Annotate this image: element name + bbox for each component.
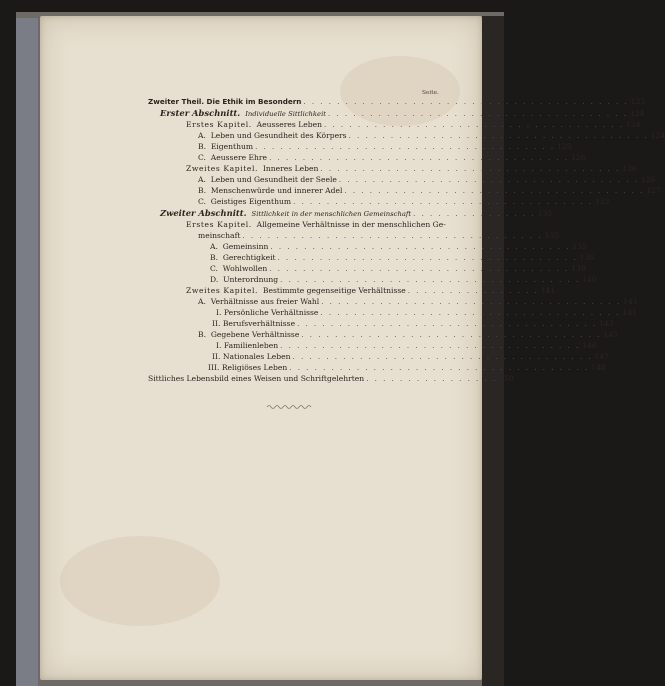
leader-dots: . . . . . . . . . . . . . . . . (366, 375, 498, 383)
item-title: Berufsverhältnisse (222, 319, 296, 328)
page-number: 146 (582, 341, 597, 350)
item-title: Menschenwürde und innerer Adel (210, 186, 343, 195)
section-subtitle: Individuelle Sittlichkeit (245, 110, 326, 118)
leader-dots: . . . . . . . . . . . . . . . . . . . . . . . . . . . . . . . . . . . . (301, 331, 602, 339)
section-label: Erster Abschnitt. (160, 108, 241, 118)
item-title: Unterordnung (223, 275, 279, 284)
leader-dots: . . . . . . . . . . . . . . . . . . . . . . . . . . . . . . . . . . . . (277, 254, 578, 262)
chapter-title: Inneres Leben (262, 164, 319, 173)
page-number: 150 (499, 374, 514, 383)
page-number: 126 (571, 153, 586, 162)
leader-dots: . . . . . . . . . . . . . . . . . . . . . . . . . . . . . . . . . . . . (320, 165, 621, 173)
toc-entry-chapter-cont (198, 230, 559, 241)
page-number: 132 (595, 197, 610, 206)
item-title: Persönliche Verhältnisse (223, 308, 319, 317)
leader-dots: . . . . . . . . . . . . . . . . . . . . . . . . . . . . . . . . . . . . (242, 232, 543, 240)
leader-dots: . . . . . . . . . . . . . . . (413, 210, 536, 218)
item-number: III. (208, 363, 220, 372)
leader-dots: . . . . . . . . . . . . . . . . . . . . . . . . . . . . . . . . . . . . (269, 265, 570, 273)
page-number: 143 (599, 319, 614, 328)
item-number: C. (198, 197, 206, 206)
leader-dots: . . . . . . . . . . . . . . . . . . . . . . . . . . . . . . . . . . . . (280, 276, 581, 284)
page-number: 124 (629, 109, 645, 118)
toc-entry-item (198, 174, 656, 185)
leader-dots: . . . . . . . . . . . . . . . . . . . . . . . . . . . . . . . . . . . . (289, 364, 590, 372)
item-number: B. (198, 330, 206, 339)
toc-entry-subitem (208, 362, 606, 373)
toc-entry-subitem (216, 307, 637, 318)
chapter-title: Aeusseres Leben (256, 120, 323, 129)
toc-entry-item (198, 141, 572, 152)
page-number: 135 (572, 242, 587, 251)
page-number: 126 (640, 175, 656, 184)
toc-entry-chapter (186, 285, 556, 296)
toc-entry-item (198, 296, 638, 307)
item-number: II. (212, 319, 221, 328)
item-title: Aeussere Ehre (210, 153, 268, 162)
toc-entry-part (148, 96, 646, 107)
leader-dots: . . . . . . . . . . . . . . . . . . . . . . . . . . . . . . . . . . . . (270, 243, 571, 251)
toc-entry-item (210, 241, 587, 252)
toc-entry-subitem (212, 318, 614, 329)
toc-entry-section (160, 108, 645, 119)
item-title: Verhältnisse aus freier Wahl (210, 297, 320, 306)
page-number: 127 (646, 186, 661, 195)
leader-dots: . . . . . . . . . . . . . . . . . . . . . . . . . . . . . . . . . . . . (348, 132, 649, 140)
page-number: 145 (603, 330, 618, 339)
page-number: 141 (540, 286, 556, 295)
item-number: A. (198, 297, 206, 306)
item-title: Familienleben (223, 341, 279, 350)
chapter-title: Bestimmte gegenseitige Verhältnisse (262, 286, 406, 295)
item-number: II. (212, 352, 221, 361)
wavy-ornament-divider (267, 404, 313, 410)
leader-dots: . . . . . . . . . . . . . . . . . . . . . . . . . . . . . . . . . . . . (297, 320, 598, 328)
page-number: 126 (622, 164, 637, 173)
table-of-contents (40, 16, 665, 680)
chapter-label: Erstes Kapitel. (186, 120, 252, 129)
item-number: C. (198, 153, 206, 162)
page-number: 148 (591, 363, 606, 372)
item-title: Gerechtigkeit (222, 253, 276, 262)
item-title: Leben und Gesundheit des Körpers (210, 131, 347, 140)
item-title: Gemeinsinn (222, 242, 269, 251)
book-spine-edge (16, 18, 38, 686)
seite-column-header: Seite. (422, 90, 439, 96)
item-number: I. (216, 341, 222, 350)
toc-entry-chapter (186, 163, 637, 174)
leader-dots: . . . . . . . . . . . . . . . . . . . . . . . . . . . . . . . . . . . . (338, 176, 639, 184)
item-number: B. (198, 142, 206, 151)
page-number: 135 (544, 231, 559, 240)
page-number: 125 (557, 142, 572, 151)
section-label: Zweiter Abschnitt. (160, 208, 247, 218)
item-number: B. (210, 253, 218, 262)
item-title: Religiöses Leben (221, 363, 288, 372)
toc-entry-subitem (216, 340, 597, 351)
leader-dots: . . . . . . . . . . . . . . . . (407, 287, 539, 295)
toc-entry-item (210, 274, 597, 285)
item-title: Geistiges Eigenthum (210, 197, 292, 206)
toc-entry-subitem (212, 351, 609, 362)
leader-dots: . . . . . . . . . . . . . . . . . . . . . . . . . . . . . . . . . . . . (327, 110, 628, 118)
item-title: Eigenthum (210, 142, 254, 151)
book-page (40, 16, 665, 680)
item-number: B. (198, 186, 206, 195)
chapter-title: Allgemeine Verhältnisse in der menschlichen Ge- (256, 220, 446, 229)
part-title: Die Ethik im Besondern (206, 97, 302, 106)
toc-entry-closing (148, 373, 514, 384)
item-title: Leben und Gesundheit der Seele (210, 175, 337, 184)
page-number: 135 (537, 209, 553, 218)
item-number: A. (210, 242, 218, 251)
toc-entry-chapter (186, 119, 641, 130)
item-title: Wohlwollen (222, 264, 268, 273)
toc-entry-section (160, 208, 553, 219)
leader-dots: . . . . . . . . . . . . . . . . . . . . . . . . . . . . . . . . . . . . (293, 198, 594, 206)
toc-entry-chapter (186, 219, 456, 230)
toc-entry-item (198, 196, 610, 207)
toc-entry-item (198, 152, 586, 163)
leader-dots: . . . . . . . . . . . . . . . . . . . . . . . . . . . . . . . . . . . . (269, 154, 570, 162)
page-number: 138 (571, 264, 586, 273)
section-subtitle: Sittlichkeit in der menschlichen Gemeinschaft (251, 210, 412, 218)
leader-dots: . . . . . . . . . . . . . . . . . . . . . . . . . . . . . . . . . . . . (280, 342, 581, 350)
toc-entry-item (210, 263, 586, 274)
chapter-label: Zweites Kapitel. (186, 164, 259, 173)
leader-dots: . . . . . . . . . . . . . . . . . . . . . . . . . . . . . . . . . . . . (321, 298, 622, 306)
leader-dots: . . . . . . . . . . . . . . . . . . . . . . . . . . . . . . . . . . . . . . . (303, 98, 629, 106)
closing-title: Sittliches Lebensbild eines Weisen und Schriftgelehrten (148, 374, 365, 383)
leader-dots: . . . . . . . . . . . . . . . . . . . . . . . . . . . . . . . . . . . . (324, 121, 624, 129)
leader-dots: . . . . . . . . . . . . . . . . . . . . . . . . . . . . . . . . . . . . (255, 143, 556, 151)
chapter-label: Zweites Kapitel. (186, 286, 259, 295)
page-number: 141 (622, 308, 637, 317)
leader-dots: . . . . . . . . . . . . . . . . . . . . . . . . . . . . . . . . . . . . (292, 353, 593, 361)
toc-entry-item (198, 130, 665, 141)
toc-entry-item (198, 329, 618, 340)
page-number: 147 (594, 352, 609, 361)
part-label: Zweiter Theil. (148, 97, 205, 106)
leader-dots: . . . . . . . . . . . . . . . . . . . . . . . . . . . . . . . . . . . . (344, 187, 645, 195)
page-number: 124 (626, 120, 641, 129)
item-number: I. (216, 308, 222, 317)
item-number: A. (198, 175, 206, 184)
page-number: 141 (623, 297, 638, 306)
page-number: 136 (579, 253, 595, 262)
chapter-title-continued: meinschaft (198, 231, 241, 240)
toc-entry-item (198, 185, 661, 196)
toc-entry-item (210, 252, 595, 263)
item-title: Gegebene Verhältnisse (210, 330, 300, 339)
item-number: D. (210, 275, 219, 284)
item-number: A. (198, 131, 206, 140)
page-number: 124 (650, 131, 665, 140)
page-number: 140 (582, 275, 597, 284)
chapter-label: Erstes Kapitel. (186, 220, 252, 229)
leader-dots: . . . . . . . . . . . . . . . . . . . . . . . . . . . . . . . . . . . . (320, 309, 621, 317)
page-number: 123 (630, 97, 646, 106)
item-title: Nationales Leben (222, 352, 291, 361)
item-number: C. (210, 264, 218, 273)
